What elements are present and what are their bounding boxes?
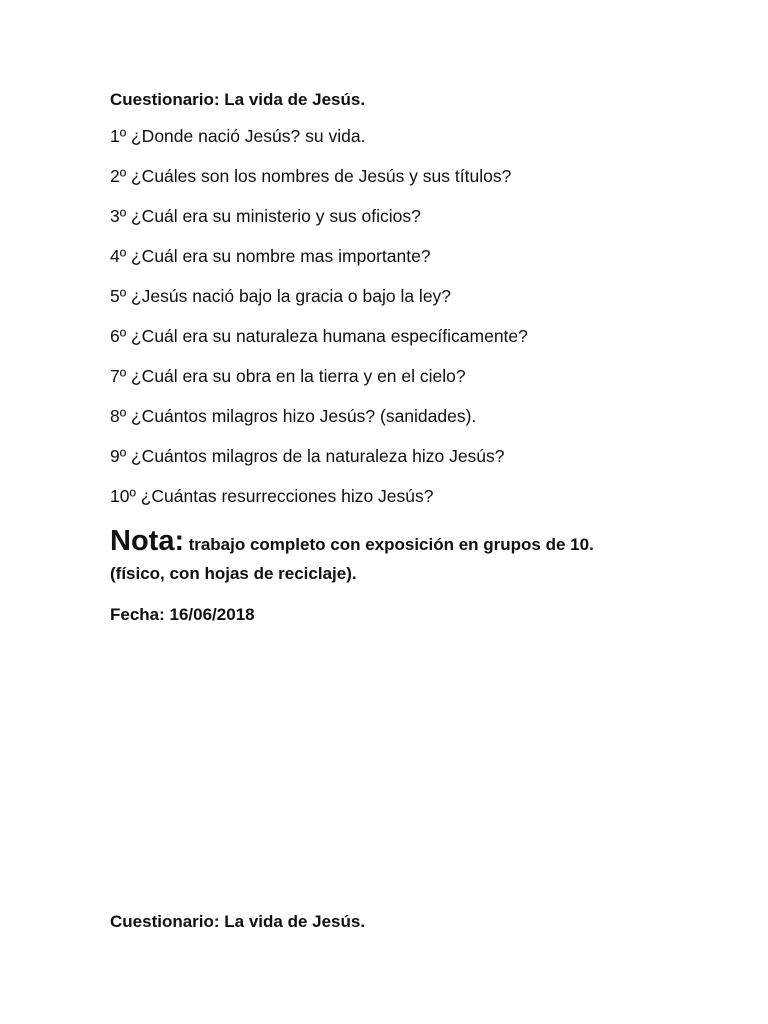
note-label: Nota:	[110, 525, 185, 557]
question-item: 9º ¿Cuántos milagros de la naturaleza hizo Jesús?	[110, 446, 505, 466]
question-item: 5º ¿Jesús nació bajo la gracia o bajo la ley?	[110, 286, 452, 306]
question-item: 2º ¿Cuáles son los nombres de Jesús y sus títulos?	[110, 166, 512, 186]
note-text: trabajo completo con exposición en grupos de 10.	[188, 535, 594, 554]
question-item: 3º ¿Cuál era su ministerio y sus oficios?	[110, 206, 421, 226]
question-item: 4º ¿Cuál era su nombre mas importante?	[110, 246, 431, 266]
question-item: 6º ¿Cuál era su naturaleza humana específicamente?	[110, 326, 528, 346]
question-item: 1º ¿Donde nació Jesús? su vida.	[110, 126, 366, 146]
question-item: 8º ¿Cuántos milagros hizo Jesús? (sanidades).	[110, 406, 477, 426]
note-line	[110, 523, 594, 559]
note-text-continued: (físico, con hojas de reciclaje).	[110, 564, 357, 583]
repeated-title: Cuestionario: La vida de Jesús.	[110, 912, 366, 931]
date-line: Fecha: 16/06/2018	[110, 605, 255, 624]
question-item: 7º ¿Cuál era su obra en la tierra y en el cielo?	[110, 366, 466, 386]
question-item: 10º ¿Cuántas resurrecciones hizo Jesús?	[110, 486, 434, 506]
document-title: Cuestionario: La vida de Jesús.	[110, 90, 366, 109]
question-list	[110, 124, 528, 524]
